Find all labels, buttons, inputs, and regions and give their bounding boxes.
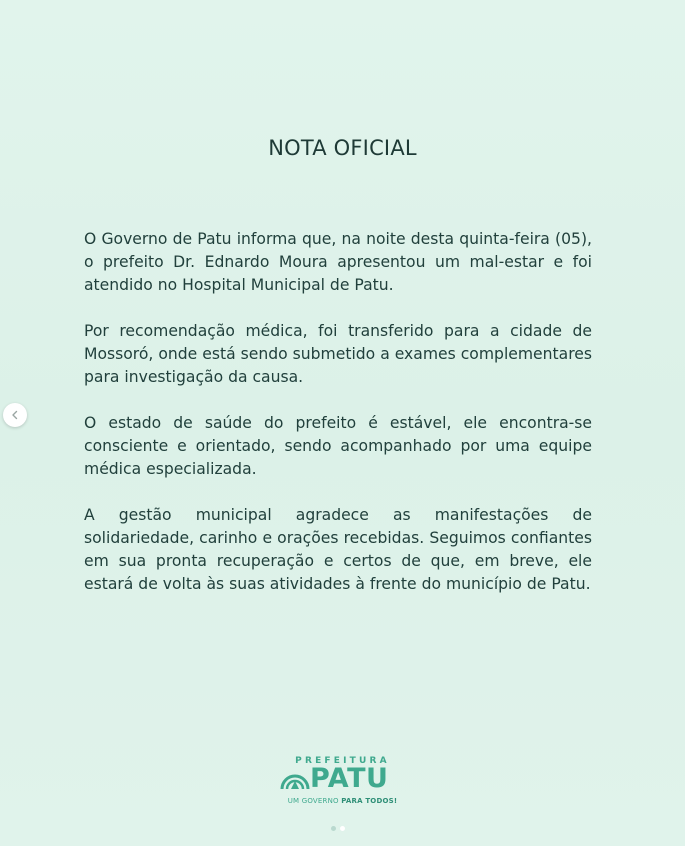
post-title: NOTA OFICIAL: [268, 136, 417, 160]
carousel-dots: [331, 826, 345, 831]
carousel-prev-button[interactable]: [3, 403, 27, 427]
logo-tagline: [270, 797, 415, 805]
chevron-left-icon: [10, 410, 20, 420]
logo-main-text: PATU: [310, 763, 389, 794]
carousel-dot[interactable]: [331, 826, 336, 831]
paragraph-1: O Governo de Patu informa que, na noite desta quinta-feira (05), o prefeito Dr. Ednardo Moura apresentou um mal-estar e foi atendido no Hospital Municipal de Patu.: [84, 230, 592, 294]
post-body: [84, 228, 592, 619]
paragraph-2: Por recomendação médica, foi transferido para a cidade de Mossoró, onde está sendo submetido a exames complementares para investigação da causa.: [84, 322, 592, 386]
paragraph-3: O estado de saúde do prefeito é estável, ele encontra-se consciente e orientado, sendo acompanhado por uma equipe médica especializada.: [84, 414, 592, 478]
tagline-prefix: UM GOVERNO: [287, 797, 342, 805]
tagline-bold: PARA TODOS!: [341, 797, 398, 805]
carousel-dot-active[interactable]: [340, 826, 345, 831]
sunrise-arch-icon: [280, 768, 310, 790]
logo-top-text: PREFEITURA: [295, 756, 390, 766]
prefeitura-logo: [270, 756, 415, 812]
paragraph-4: A gestão municipal agradece as manifestações de solidariedade, carinho e orações recebidas. Seguimos confiantes em sua pronta recuperação e certos de que, em breve, ele estará de volta às suas atividades à frente do município de Patu.: [84, 506, 592, 593]
